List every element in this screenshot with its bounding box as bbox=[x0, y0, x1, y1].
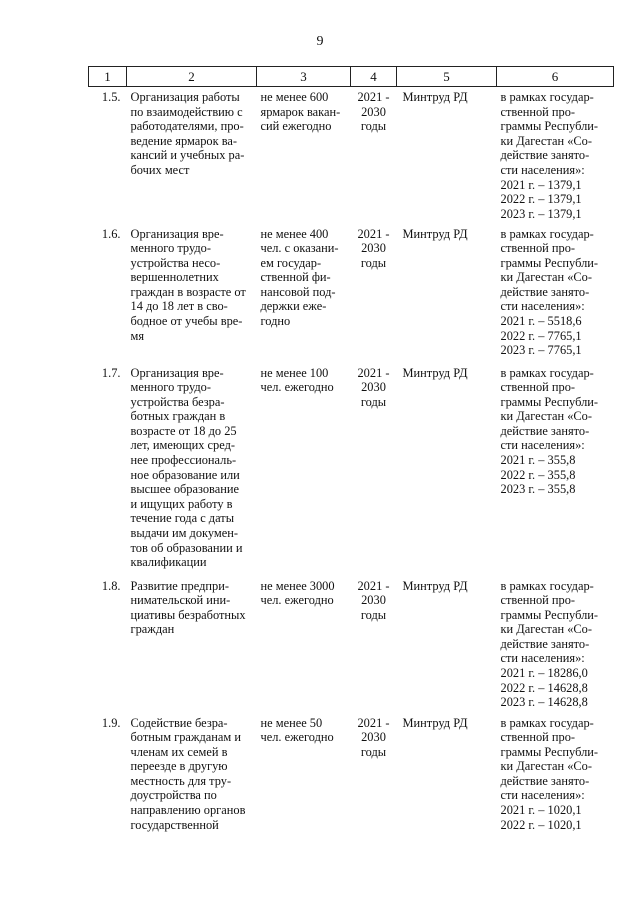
period-line: 2030 bbox=[361, 104, 386, 119]
funding-line: сти населения»: bbox=[500, 438, 585, 453]
measure-name-cell bbox=[127, 363, 257, 576]
table-header bbox=[89, 67, 614, 87]
period-line: 2021 - bbox=[357, 90, 390, 104]
measure-name-line: местность для тру- bbox=[130, 773, 232, 788]
measure-name-line: течение года с даты bbox=[130, 511, 235, 526]
period-line: 2030 bbox=[361, 730, 386, 745]
funding-line: 2023 г. – 7765,1 bbox=[500, 343, 582, 358]
funding-line: 2023 г. – 1379,1 bbox=[500, 206, 582, 221]
measure-name-line: устройства безра- bbox=[130, 394, 225, 409]
funding-line: ки Дагестан «Со- bbox=[500, 270, 593, 285]
funding-line: в рамках государ- bbox=[500, 578, 594, 593]
funding-line: действие занято- bbox=[500, 636, 590, 651]
indicator-line: чел. ежегодно bbox=[260, 593, 334, 608]
measure-name-line: нее профессиональ- bbox=[130, 453, 237, 468]
measure-name-line: выдачи им докумен- bbox=[130, 526, 238, 541]
period-cell bbox=[351, 576, 397, 713]
funding-line: в рамках государ- bbox=[500, 90, 594, 104]
measure-name-line: членам их семей в bbox=[130, 744, 228, 759]
executor-cell: Минтруд РД bbox=[402, 365, 468, 380]
header-cell-3: 3 bbox=[257, 67, 351, 87]
measure-name-line: граждан в возрасте от bbox=[130, 284, 246, 299]
indicator-line: сий ежегодно bbox=[260, 119, 332, 134]
funding-line: ственной про- bbox=[500, 593, 576, 608]
measure-name-line: 14 до 18 лет в сво- bbox=[130, 299, 228, 314]
funding-cell bbox=[497, 224, 614, 363]
measure-name-cell bbox=[127, 224, 257, 363]
period-line: 2030 bbox=[361, 380, 386, 395]
funding-line: ки Дагестан «Со- bbox=[500, 133, 593, 148]
funding-line: ственной про- bbox=[500, 730, 576, 745]
period-line: 2021 - bbox=[357, 715, 390, 730]
measure-name-line: лет, имеющих сред- bbox=[130, 438, 236, 453]
funding-line: граммы Республи- bbox=[500, 607, 599, 622]
row-number-cell: 1.9. bbox=[101, 715, 121, 730]
funding-line: 2022 г. – 1020,1 bbox=[500, 817, 582, 832]
funding-line: в рамках государ- bbox=[500, 715, 594, 730]
measure-name-line: переезде в другую bbox=[130, 759, 228, 774]
indicator-line: годно bbox=[260, 314, 291, 329]
indicator-line: ярмарок вакан- bbox=[260, 104, 341, 119]
funding-line: 2021 г. – 18286,0 bbox=[500, 666, 588, 681]
period-line: годы bbox=[360, 744, 387, 759]
header-cell-6: 6 bbox=[497, 67, 614, 87]
funding-line: 2021 г. – 1020,1 bbox=[500, 803, 582, 818]
funding-line: действие занято- bbox=[500, 773, 590, 788]
measure-name-line: Организация вре- bbox=[130, 365, 224, 380]
indicator-line: чел. ежегодно bbox=[260, 380, 334, 395]
funding-line: ственной про- bbox=[500, 380, 576, 395]
header-row bbox=[89, 67, 614, 87]
measure-name-line: ное образование или bbox=[130, 467, 240, 482]
indicator-cell bbox=[257, 363, 351, 576]
funding-line: 2021 г. – 5518,6 bbox=[500, 314, 582, 329]
funding-line: сти населения»: bbox=[500, 788, 585, 803]
funding-cell bbox=[497, 87, 614, 224]
funding-line: в рамках государ- bbox=[500, 226, 594, 241]
indicator-cell bbox=[257, 713, 351, 853]
funding-cell bbox=[497, 713, 614, 853]
indicator-cell bbox=[257, 576, 351, 713]
table-row bbox=[89, 224, 614, 363]
measures-table-wrapper bbox=[88, 66, 613, 853]
measure-name-line: бодное от учебы вре- bbox=[130, 314, 243, 329]
funding-line: в рамках государ- bbox=[500, 365, 594, 380]
measure-name-line: Содействие безра- bbox=[130, 715, 228, 730]
indicator-line: чел. ежегодно bbox=[260, 730, 334, 745]
measure-name-line: государственной bbox=[130, 817, 219, 832]
measure-name-cell bbox=[127, 87, 257, 224]
funding-line: ки Дагестан «Со- bbox=[500, 622, 593, 637]
period-line: 2021 - bbox=[357, 578, 390, 593]
measure-name-cell bbox=[127, 713, 257, 853]
row-number-cell: 1.8. bbox=[101, 578, 121, 593]
indicator-line: не менее 3000 bbox=[260, 578, 335, 593]
period-line: годы bbox=[360, 255, 387, 270]
measure-name-line: мя bbox=[130, 328, 145, 343]
funding-line: 2023 г. – 355,8 bbox=[500, 482, 576, 497]
row-number-cell: 1.7. bbox=[101, 365, 121, 380]
funding-line: сти населения»: bbox=[500, 651, 585, 666]
measures-table bbox=[88, 66, 614, 853]
period-cell bbox=[351, 363, 397, 576]
measure-name-line: тов об образовании и bbox=[130, 540, 243, 555]
measure-name-line: доустройства по bbox=[130, 788, 217, 803]
measure-name-line: по взаимодействию с bbox=[130, 104, 243, 119]
indicator-line: чел. с оказани- bbox=[260, 241, 339, 256]
indicator-line: не менее 100 bbox=[260, 365, 329, 380]
period-line: 2021 - bbox=[357, 365, 390, 380]
funding-line: 2022 г. – 355,8 bbox=[500, 467, 576, 482]
funding-line: граммы Республи- bbox=[500, 394, 599, 409]
indicator-cell bbox=[257, 87, 351, 224]
indicator-line: ем государ- bbox=[260, 255, 322, 270]
executor-cell: Минтруд РД bbox=[402, 578, 468, 593]
funding-line: 2021 г. – 1379,1 bbox=[500, 177, 582, 192]
funding-line: 2022 г. – 1379,1 bbox=[500, 192, 582, 207]
measure-name-line: бочих мест bbox=[130, 162, 190, 177]
row-number-cell: 1.6. bbox=[101, 226, 121, 241]
funding-line: действие занято- bbox=[500, 148, 590, 163]
measure-name-line: и ищущих работу в bbox=[130, 496, 233, 511]
executor-cell: Минтруд РД bbox=[402, 226, 468, 241]
measure-name-line: Развитие предпри- bbox=[130, 578, 229, 593]
measure-name-line: работодателями, про- bbox=[130, 119, 244, 134]
header-cell-4: 4 bbox=[351, 67, 397, 87]
funding-cell bbox=[497, 576, 614, 713]
period-line: 2021 - bbox=[357, 226, 390, 241]
measure-name-line: Организация вре- bbox=[130, 226, 224, 241]
measure-name-line: направлению органов bbox=[130, 803, 246, 818]
measure-name-line: возрасте от 18 до 25 bbox=[130, 423, 237, 438]
table-body bbox=[89, 87, 614, 853]
period-line: 2030 bbox=[361, 241, 386, 256]
funding-cell bbox=[497, 363, 614, 576]
funding-line: граммы Республи- bbox=[500, 255, 599, 270]
funding-line: граммы Республи- bbox=[500, 119, 599, 134]
measure-name-line: высшее образование bbox=[130, 482, 239, 497]
executor-cell: Минтруд РД bbox=[402, 715, 468, 730]
indicator-line: не менее 400 bbox=[260, 226, 329, 241]
measure-name-line: квалификации bbox=[130, 555, 207, 570]
funding-line: ственной про- bbox=[500, 241, 576, 256]
measure-name-line: ведение ярмарок ва- bbox=[130, 133, 238, 148]
header-cell-5: 5 bbox=[397, 67, 497, 87]
table-row bbox=[89, 87, 614, 224]
funding-line: ственной про- bbox=[500, 104, 576, 119]
table-row bbox=[89, 713, 614, 853]
indicator-line: нансовой под- bbox=[260, 284, 336, 299]
funding-line: действие занято- bbox=[500, 423, 590, 438]
period-line: годы bbox=[360, 607, 387, 622]
funding-line: 2021 г. – 355,8 bbox=[500, 453, 576, 468]
funding-line: ки Дагестан «Со- bbox=[500, 409, 593, 424]
measure-name-line: менного трудо- bbox=[130, 241, 212, 256]
period-cell bbox=[351, 224, 397, 363]
measure-name-line: Организация работы bbox=[130, 90, 240, 104]
table-row bbox=[89, 576, 614, 713]
measure-name-line: ботным гражданам и bbox=[130, 730, 241, 745]
measure-name-line: вершеннолетних bbox=[130, 270, 219, 285]
measure-name-line: граждан bbox=[130, 622, 175, 637]
period-line: годы bbox=[360, 394, 387, 409]
funding-line: сти населения»: bbox=[500, 162, 585, 177]
funding-line: ки Дагестан «Со- bbox=[500, 759, 593, 774]
measure-name-line: нимательской ини- bbox=[130, 593, 231, 608]
indicator-cell bbox=[257, 224, 351, 363]
indicator-line: ственной фи- bbox=[260, 270, 331, 285]
period-line: 2030 bbox=[361, 593, 386, 608]
period-cell bbox=[351, 87, 397, 224]
page-number: 9 bbox=[316, 34, 324, 49]
indicator-line: держки еже- bbox=[260, 299, 327, 314]
measure-name-line: кансий и учебных ра- bbox=[130, 148, 245, 163]
measure-name-line: менного трудо- bbox=[130, 380, 212, 395]
period-line: годы bbox=[360, 119, 387, 134]
executor-cell: Минтруд РД bbox=[402, 90, 468, 104]
header-cell-1: 1 bbox=[89, 67, 127, 87]
measure-name-cell bbox=[127, 576, 257, 713]
header-cell-2: 2 bbox=[127, 67, 257, 87]
funding-line: граммы Республи- bbox=[500, 744, 599, 759]
funding-line: 2023 г. – 14628,8 bbox=[500, 695, 588, 710]
row-number-cell: 1.5. bbox=[101, 90, 121, 104]
measure-name-line: циативы безработных bbox=[130, 607, 246, 622]
indicator-line: не менее 600 bbox=[260, 90, 329, 104]
table-row bbox=[89, 363, 614, 576]
period-cell bbox=[351, 713, 397, 853]
measure-name-line: ботных граждан в bbox=[130, 409, 226, 424]
funding-line: 2022 г. – 14628,8 bbox=[500, 680, 588, 695]
measure-name-line: устройства несо- bbox=[130, 255, 221, 270]
indicator-line: не менее 50 bbox=[260, 715, 323, 730]
funding-line: 2022 г. – 7765,1 bbox=[500, 328, 582, 343]
funding-line: сти населения»: bbox=[500, 299, 585, 314]
funding-line: действие занято- bbox=[500, 284, 590, 299]
